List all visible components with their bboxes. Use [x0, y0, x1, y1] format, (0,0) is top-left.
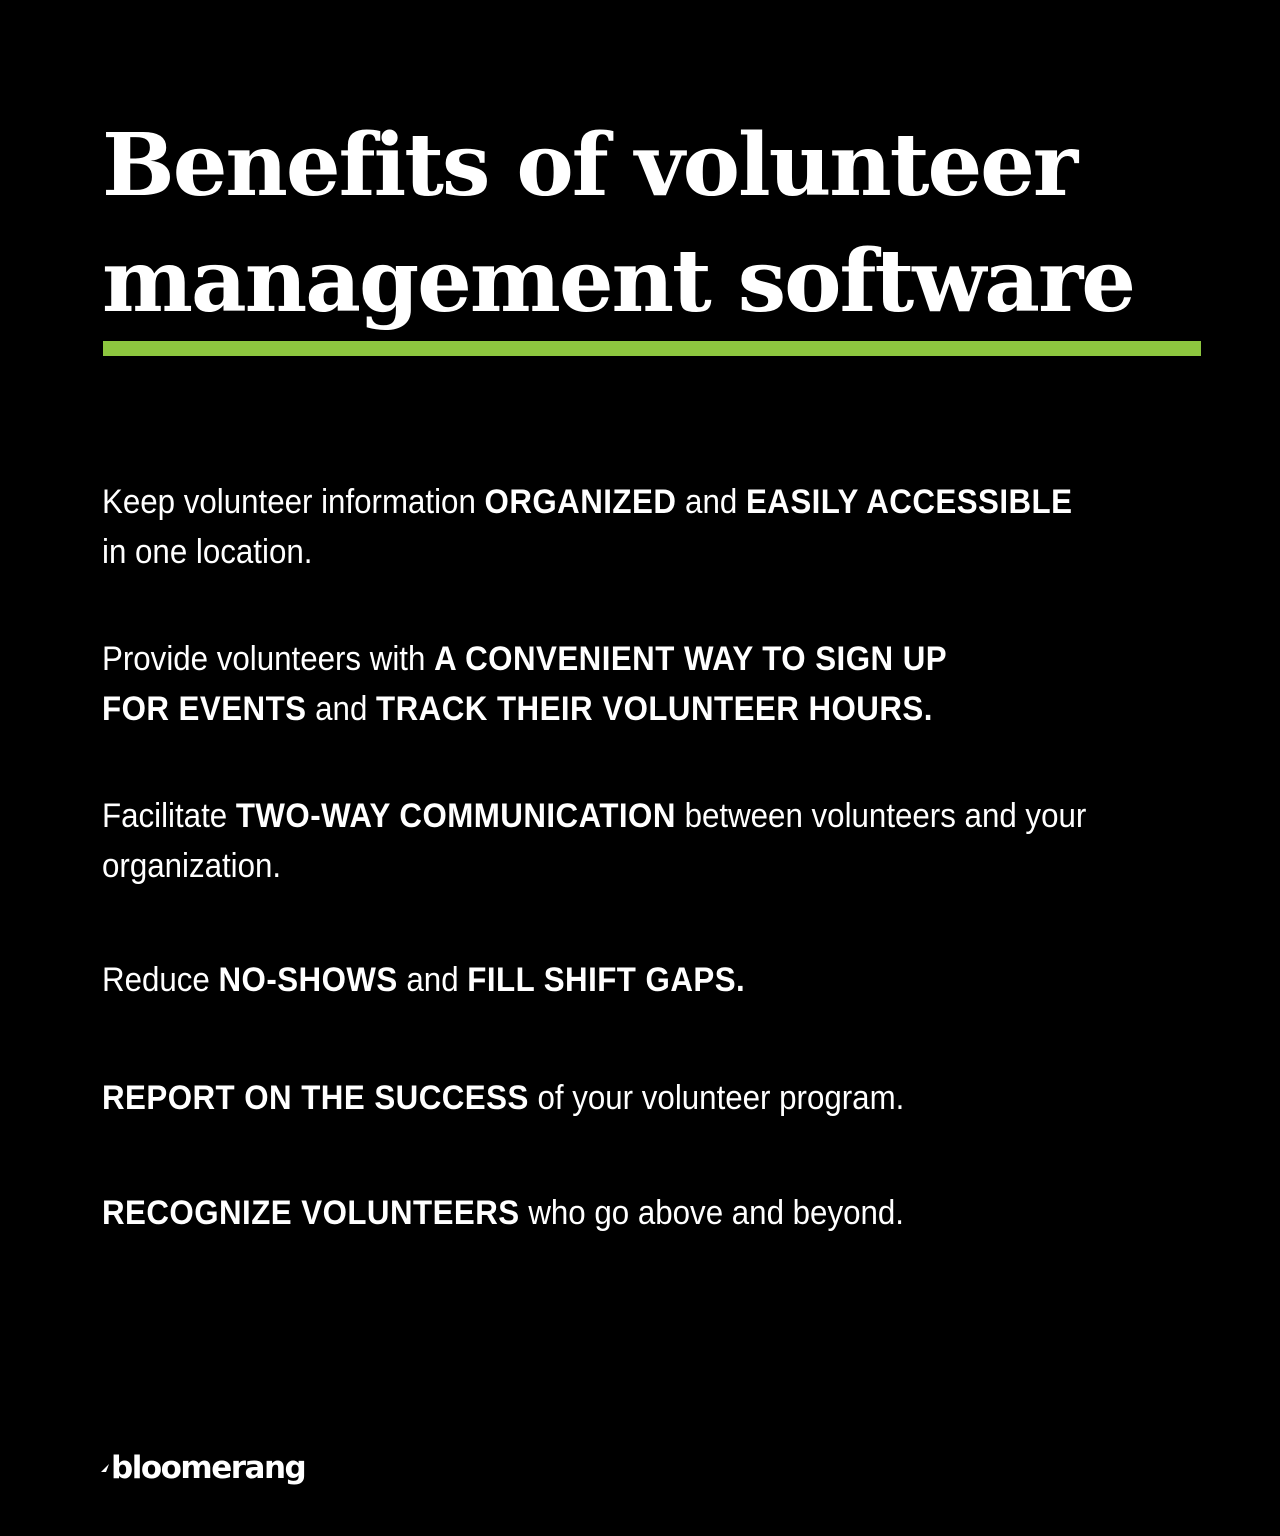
title-line-1: Benefits of volunteer: [102, 115, 1077, 216]
title-underline-rule: [103, 341, 1201, 356]
bloomerang-logo: [100, 1450, 305, 1486]
benefit-communication: Facilitate TWO-WAY COMMUNICATION between volunteers and your organization.: [102, 797, 1087, 885]
benefit-report: REPORT ON THE SUCCESS of your volunteer program.: [102, 1079, 905, 1117]
title-line-2: management software: [102, 231, 1135, 332]
benefit-recognize: RECOGNIZE VOLUNTEERS who go above and beyond.: [102, 1194, 904, 1232]
logo-text: bloomerang: [111, 1450, 306, 1486]
benefit-no-shows: Reduce NO-SHOWS and FILL SHIFT GAPS.: [102, 961, 746, 999]
boomerang-mark-icon: [100, 1463, 110, 1473]
benefit-organized: Keep volunteer information ORGANIZED and EASILY ACCESSIBLE in one location.: [102, 483, 1073, 571]
benefit-sign-up: Provide volunteers with A CONVENIENT WAY TO SIGN UP FOR EVENTS and TRACK THEIR VOLUNTEER HOURS.: [102, 640, 948, 728]
page-title: [102, 108, 1202, 340]
